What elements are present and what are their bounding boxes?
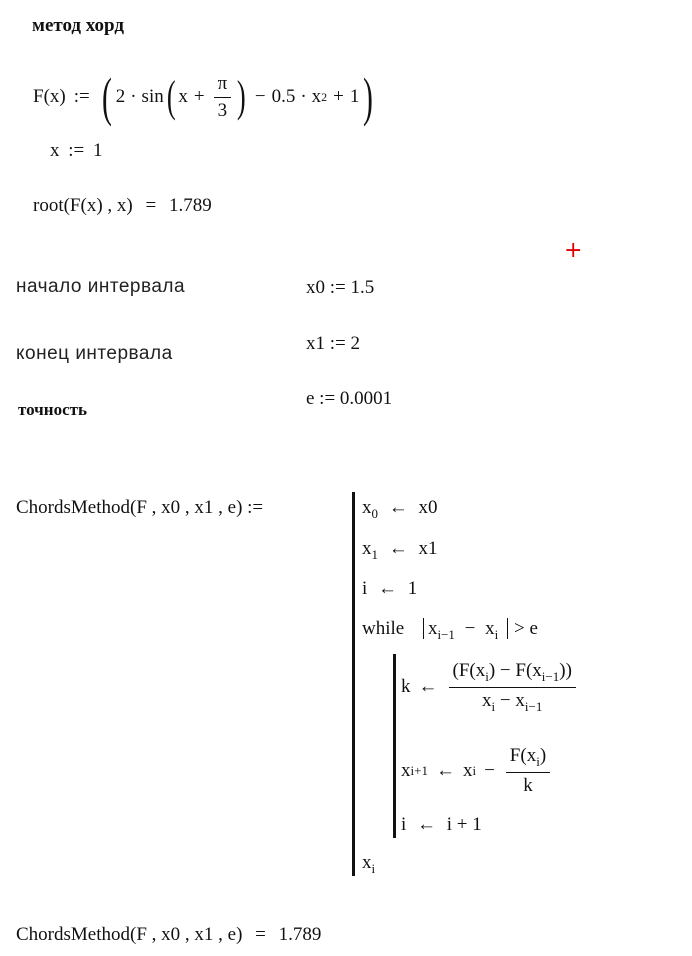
update-fraction: $\frac{F(x_i)}{k}$ [506, 745, 550, 797]
x-initial-assignment[interactable]: x := 1 [50, 140, 103, 161]
precision-label: точность [18, 400, 87, 419]
crosshair-cursor-icon: + [564, 238, 583, 263]
left-arrow-icon: ← [435, 760, 455, 781]
while-keyword: while [362, 618, 405, 639]
interval-start-assignment[interactable]: x0 := 1.5 [306, 277, 375, 298]
program-line-x-next[interactable]: x i+1 ← x i − $\frac{F(x_i)}{k}$ [401, 738, 553, 804]
close-paren-icon: ) [363, 67, 374, 127]
chords-method-result[interactable]: ChordsMethod(F , x0 , x1 , e) = 1.789 [16, 924, 322, 945]
close-paren-icon: ) [237, 72, 246, 121]
abs-value-expression: $x_{i-1} - x_i$ [423, 618, 508, 639]
program-line-x1[interactable]: $x_1$ ← x1 [362, 538, 438, 562]
left-arrow-icon: ← [388, 497, 408, 518]
program-return-value[interactable]: $x_i$ [362, 852, 376, 876]
program-while-loop[interactable]: while $x_{i-1} - x_i > e$ [362, 618, 538, 642]
root-evaluation[interactable]: root(F(x) , x) = 1.789 [33, 195, 212, 216]
interval-end-label: конец интервала [16, 343, 173, 364]
program-line-increment[interactable]: i ← i + 1 [401, 814, 482, 835]
assign-operator: := [73, 86, 90, 107]
program-line-k[interactable]: k ← $\frac{(F(x_i) - F(x_{i-1}))}{x_i - x_{i-1}}$ [401, 654, 579, 720]
function-definition[interactable]: F(x) := ( 2 · sin ( x + $\frac{\pi}{3}$ ) − 0.5 · x 2 + 1 ) [33, 67, 374, 127]
program-line-i[interactable]: i ← 1 [362, 578, 418, 599]
slope-fraction: $\frac{(F(x_i) - F(x_{i-1}))}{x_i - x_{i-1}}$ [449, 660, 576, 715]
left-arrow-icon: ← [417, 814, 437, 835]
section-title: метод хорд [32, 15, 124, 36]
open-paren-icon: ( [166, 72, 176, 121]
open-paren-icon: ( [101, 67, 112, 127]
loop-body-bar [393, 654, 396, 838]
function-name: F(x) [33, 86, 66, 107]
left-arrow-icon: ← [388, 538, 408, 559]
left-arrow-icon: ← [378, 578, 398, 599]
program-block-bar [352, 492, 355, 876]
precision-assignment[interactable]: e := 0.0001 [306, 388, 393, 409]
program-line-x0[interactable]: $x_0$ ← x0 [362, 497, 438, 521]
left-arrow-icon: ← [418, 676, 438, 697]
pi-over-three-fraction: $\frac{\pi}{3}$ [214, 73, 232, 122]
chords-method-definition-header[interactable]: ChordsMethod(F , x0 , x1 , e) := [16, 497, 264, 518]
interval-start-label: начало интервала [16, 276, 186, 297]
interval-end-assignment[interactable]: x1 := 2 [306, 333, 360, 354]
